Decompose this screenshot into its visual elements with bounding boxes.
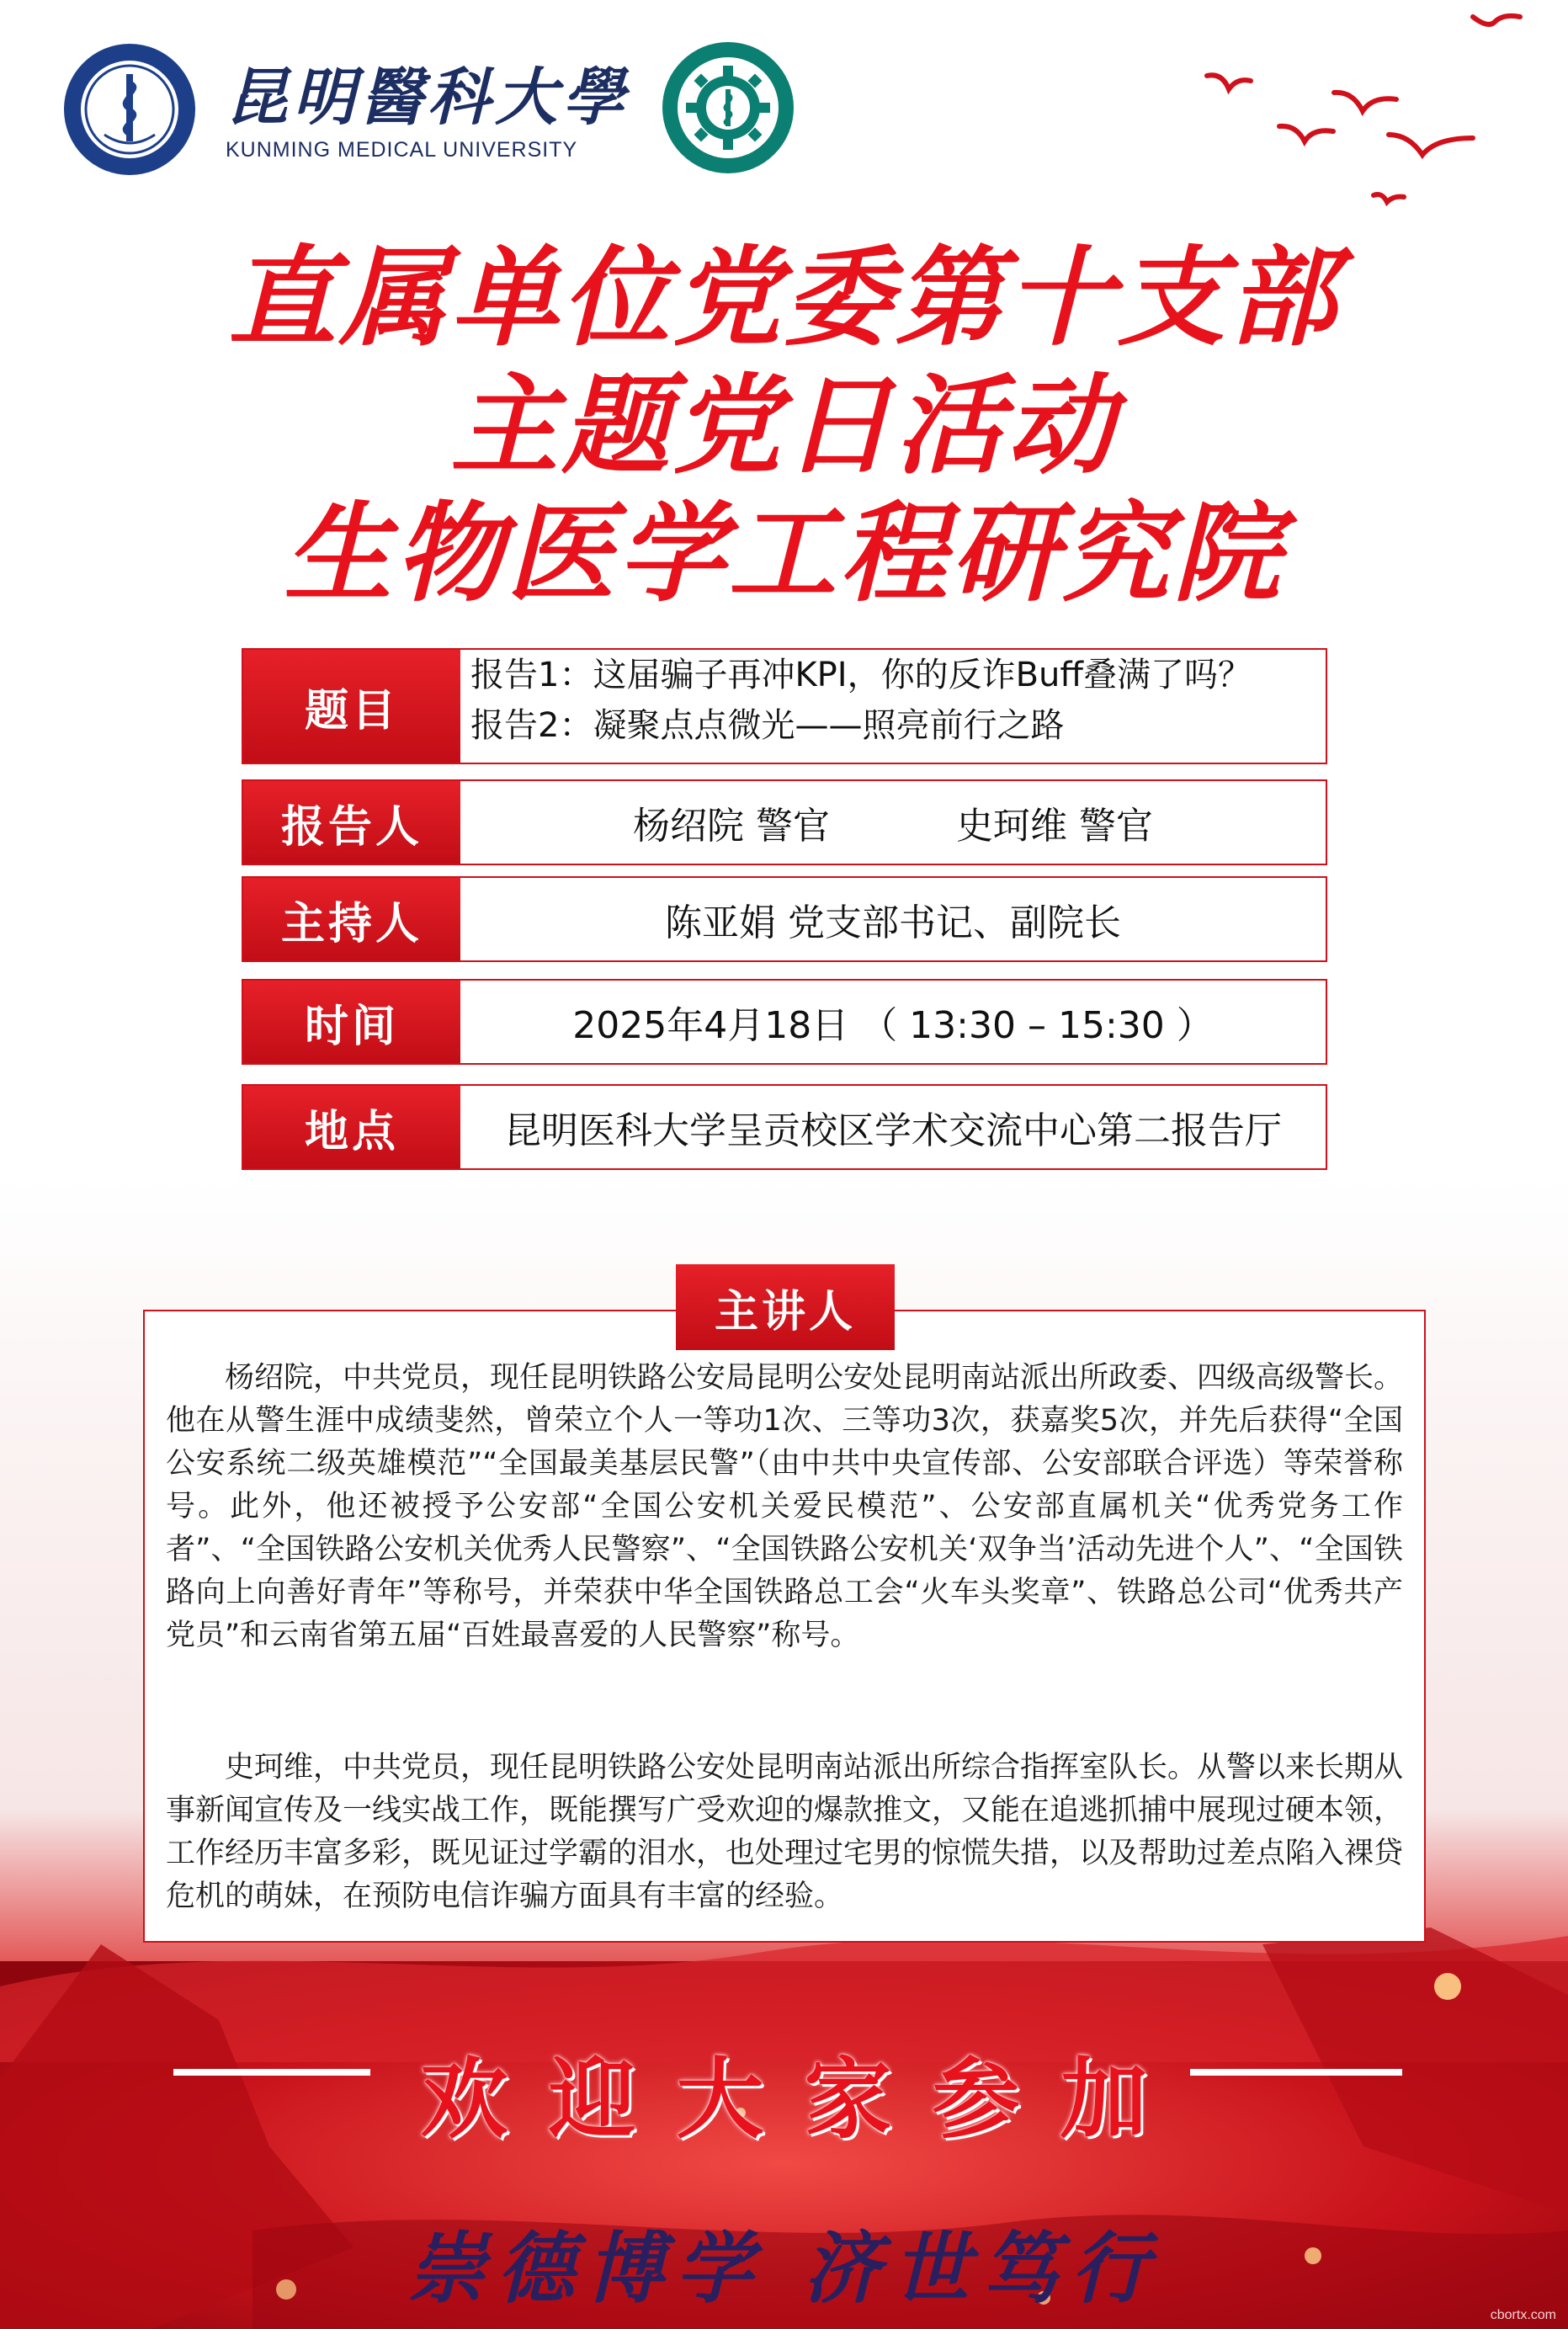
reporter-row: [242, 779, 1327, 865]
place-value: 昆明医科大学呈贡校区学术交流中心第二报告厅: [504, 1109, 1282, 1152]
host-row: [242, 876, 1327, 962]
speaker-bio-2: 史珂维，中共党员，现任昆明铁路公安处昆明南站派出所综合指挥室队长。从警以来长期从事新闻宣传及一线实战工作，既能撰写广受欢迎的爆款推文，又能在追逃抓捕中展现过硬本领，工作经历丰富多彩，既见证过学霸的泪水，也处理过宅男的惊慌失措，以及帮助过差点陷入裸贷危机的萌妹，在预防电信诈骗方面具有丰富的经验。: [166, 1751, 1404, 1913]
title-line-2: 主题党日活动: [450, 364, 1118, 489]
topic-row: [242, 648, 1327, 764]
welcome-banner: 欢迎大家参加: [420, 2048, 1188, 2151]
topic-2: 报告2：凝聚点点微光——照亮前行之路: [470, 706, 1065, 745]
institute-gear-logo: [661, 40, 795, 175]
speaker-section-tab: 主讲人: [676, 1264, 895, 1350]
title-line-1: 直属单位党委第十支部: [228, 236, 1340, 361]
topic-1: 报告1：这届骗子再冲KPI，你的反诈Buff叠满了吗？: [470, 656, 1252, 694]
reporter-1: 杨绍院 警官: [633, 805, 830, 848]
place-label: 地点: [243, 1086, 460, 1168]
university-seal-logo: [62, 42, 197, 177]
university-name: [226, 61, 630, 162]
time-label: 时间: [243, 981, 460, 1063]
flying-birds-decoration: [1195, 0, 1549, 219]
host-value: 陈亚娟 党支部书记、副院长: [665, 901, 1121, 944]
topic-label: 题目: [243, 650, 460, 763]
title-line-3: 生物医学工程研究院: [284, 492, 1284, 617]
time-row: [242, 979, 1327, 1065]
university-name-en: KUNMING MEDICAL UNIVERSITY: [226, 138, 578, 162]
reporter-value: [460, 781, 1326, 864]
site-watermark: cbortx.com: [1490, 2308, 1556, 2322]
reporter-label: 报告人: [243, 781, 460, 864]
university-motto: 崇德博学 济世笃行: [407, 2223, 1161, 2314]
place-row: [242, 1084, 1327, 1170]
reporter-2: 史珂维 警官: [956, 805, 1153, 848]
speaker-bio-1: 杨绍院，中共党员，现任昆明铁路公安局昆明公安处昆明南站派出所政委、四级高级警长。他在从警生涯中成绩斐然，曾荣立个人一等功1次、三等功3次，获嘉奖5次，并先后获得“全国公安系统二级英雄模范”“全国最美基层民警”（由中共中央宣传部、公安部联合评选）等荣誉称号。此外，他还被授予公安部“全国公安机关爱民模范”、公安部直属机关“优秀党务工作者”、“全国铁路公安机关优秀人民警察”、“全国铁路公安机关‘双争当’活动先进个人”、“全国铁路向上向善好青年”等称号，并荣获中华全国铁路总工会“火车头奖章”、铁路总公司“优秀共产党员”和云南省第五届“百姓最喜爱的人民警察”称号。: [166, 1361, 1404, 1652]
host-label: 主持人: [243, 878, 460, 960]
time-value: 2025年4月18日 （ 13:30 – 15:30 ）: [572, 1004, 1214, 1047]
topic-value: [460, 650, 1326, 763]
university-name-cn: 昆明醫科大學: [226, 61, 630, 134]
